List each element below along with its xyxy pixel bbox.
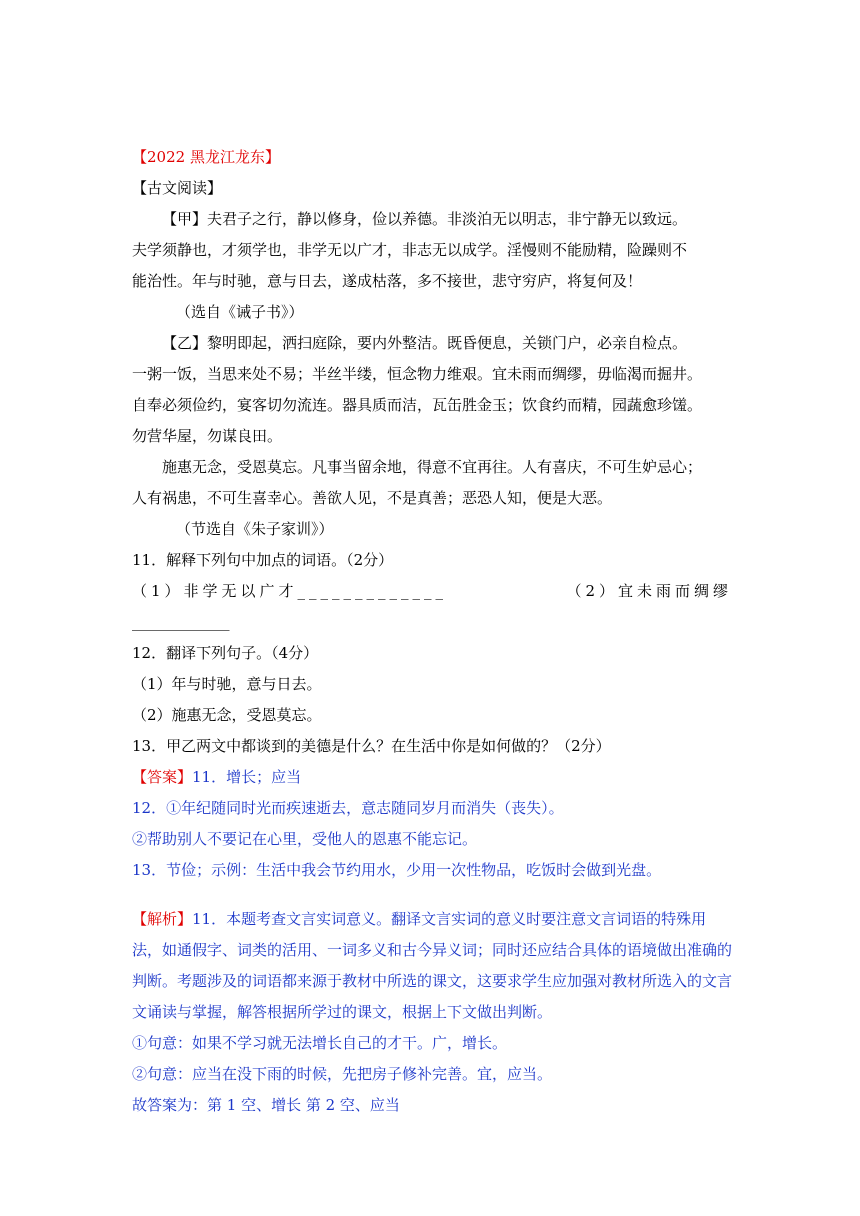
passage-b-source: （节选自《朱子家训》） bbox=[176, 520, 334, 538]
answer-11: 【答案】11．增长；应当 bbox=[132, 768, 302, 786]
passage-b-line-4: 勿营华屋，勿谋良田。 bbox=[132, 427, 283, 445]
section-title: 【古文阅读】 bbox=[132, 179, 223, 197]
passage-b-line-5: 施惠无念，受恩莫忘。凡事当留余地，得意不宜再往。人有喜庆，不可生妒忌心； bbox=[162, 458, 703, 476]
analysis-body: 【解析】11．本题考查文言实词意义。翻译文言实词的意义时要注意文言词语的特殊用法，如通假字、词类的活用、一词多义和古今异义词；同时还应结合具体的语境做出准确的判断。考题涉及的词语都来源于教材中所选的课文，这要求学生应加强对教材所选入的文言文诵读与掌握，解答根据所学过的课文，根据上下文做出判断。 bbox=[132, 910, 733, 1021]
question-12-item-2: （2）施惠无念，受恩莫忘。 bbox=[132, 706, 322, 724]
passage-a-line-1: 【甲】夫君子之行，静以修身，俭以养德。非淡泊无以明志，非宁静无以致远。 bbox=[162, 210, 688, 228]
question-11-item-1: （1）非学无以广才_____________ bbox=[132, 582, 448, 600]
passage-a-label: 【甲】 bbox=[162, 210, 208, 228]
passage-b-label: 【乙】 bbox=[162, 334, 208, 352]
answer-label: 【答案】 bbox=[132, 768, 193, 786]
passage-a-source: （选自《诫子书》） bbox=[176, 303, 304, 321]
passage-b-line-3: 自奉必须俭约，宴客切勿流连。器具质而洁，瓦缶胜金玉；饮食约而精，园蔬愈珍馐。 bbox=[132, 396, 703, 414]
question-11: 11．解释下列句中加点的词语。（2分） bbox=[132, 551, 394, 569]
region-tag: 【2022 黑龙江龙东】 bbox=[132, 148, 280, 166]
analysis-conclusion: 故答案为：第 1 空、增长 第 2 空、应当 bbox=[132, 1096, 400, 1114]
spacer bbox=[132, 886, 732, 904]
answer-12-2: ②帮助别人不要记在心里，受他人的恩惠不能忘记。 bbox=[132, 830, 478, 848]
document-content bbox=[132, 142, 732, 1121]
answer-13: 13．节俭；示例：生活中我会节约用水，少用一次性物品，吃饭时会做到光盘。 bbox=[132, 861, 662, 879]
passage-a-line-3: 能治性。年与时驰，意与日去，遂成枯落，多不接世，悲守穷庐，将复何及！ bbox=[132, 272, 643, 290]
passage-a-line-2: 夫学须静也，才须学也，非学无以广才，非志无以成学。淫慢则不能励精，险躁则不 bbox=[132, 241, 688, 259]
analysis-point-2: ②句意：应当在没下雨的时候，先把房子修补完善。宜，应当。 bbox=[132, 1065, 553, 1083]
analysis-point-1: ①句意：如果不学习就无法增长自己的才干。广，增长。 bbox=[132, 1034, 508, 1052]
question-12: 12．翻译下列句子。（4分） bbox=[132, 644, 319, 662]
question-11-item-2: （2）宜未雨而绸缪 bbox=[566, 582, 732, 600]
question-11-items bbox=[132, 576, 732, 607]
analysis-label: 【解析】 bbox=[132, 910, 193, 928]
passage-b-line-1: 【乙】黎明即起，洒扫庭除，要内外整洁。既昏便息，关锁门户，必亲自检点。 bbox=[162, 334, 688, 352]
passage-b-line-2: 一粥一饭，当思来处不易；半丝半缕，恒念物力维艰。宜未雨而绸缪，毋临渴而掘井。 bbox=[132, 365, 703, 383]
question-12-item-1: （1）年与时驰，意与日去。 bbox=[132, 675, 322, 693]
passage-b-line-6: 人有祸患，不可生喜幸心。善欲人见，不是真善；恶恐人知，便是大恶。 bbox=[132, 489, 613, 507]
answer-blank-2: _____________ bbox=[132, 613, 230, 631]
question-13: 13．甲乙两文中都谈到的美德是什么？在生活中你是如何做的？（2分） bbox=[132, 737, 611, 755]
answer-12-1: 12．①年纪随同时光而疾速逝去，意志随同岁月而消失（丧失）。 bbox=[132, 799, 564, 817]
answer-blank-1: _____________ bbox=[297, 582, 448, 600]
